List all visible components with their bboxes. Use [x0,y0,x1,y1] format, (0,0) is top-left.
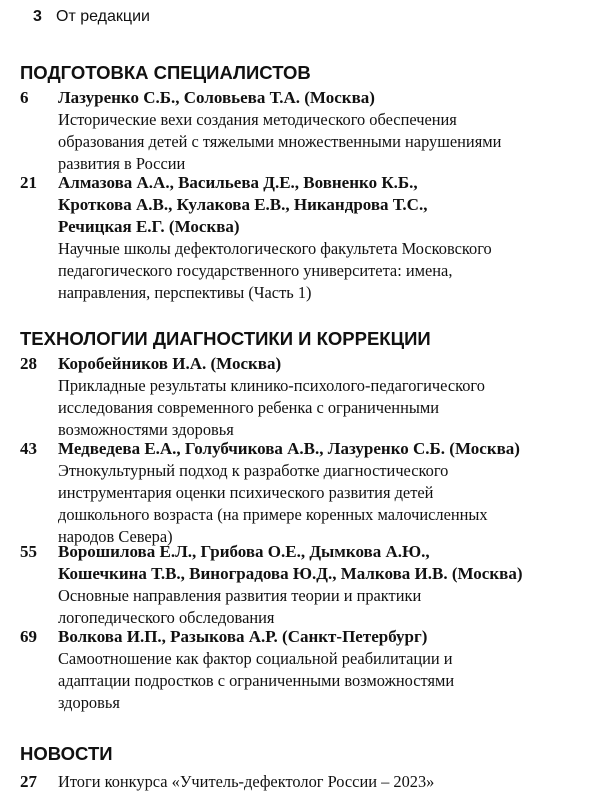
page-number: 27 [20,772,37,791]
entry-content [58,626,598,714]
page-number: 43 [20,439,37,458]
entry-title [58,585,598,629]
title-line: направления, перспективы (Часть 1) [58,283,312,302]
title-line: адаптации подростков с ограниченными возможностями [58,671,455,690]
entry-authors [58,87,598,109]
entry-authors [58,626,598,648]
title-line: Исторические вехи создания методического обеспечения [58,110,457,129]
entry-content [58,87,598,175]
entry-content [58,438,598,548]
entry-title [58,109,598,175]
authors-line: Медведева Е.А., Голубчикова А.В., Лазуренко С.Б. (Москва) [58,439,520,458]
title-line: педагогического государственного университета: имена, [58,261,453,280]
authors-line: Коробейников И.А. (Москва) [58,354,282,373]
page-number: 21 [20,173,37,192]
authors-line: Лазуренко С.Б., Соловьева Т.А. (Москва) [58,88,375,107]
section-heading-news: НОВОСТИ [20,743,113,764]
entry-content [58,172,598,304]
section-heading-training: ПОДГОТОВКА СПЕЦИАЛИСТОВ [20,62,311,83]
authors-line: Кошечкина Т.В., Виноградова Ю.Д., Малкова И.В. (Москва) [58,564,523,583]
entry-content [58,353,598,441]
title-line: исследования современного ребенка с ограниченными [58,398,439,417]
authors-line: Алмазова А.А., Васильева Д.Е., Вовненко К.Б., [58,173,418,192]
entry-authors [58,172,598,238]
title-line: логопедического обследования [58,608,275,627]
title-line: Основные направления развития теории и практики [58,586,422,605]
authors-line: Волкова И.П., Разыкова А.Р. (Санкт-Петербург) [58,627,428,646]
title-line: народов Севера) [58,527,173,546]
page-number: 69 [20,627,37,646]
authors-line: Речицкая Е.Г. (Москва) [58,217,240,236]
page-number: 3 [33,8,42,25]
entry-title [58,460,598,548]
authors-line: Ворошилова Е.Л., Грибова О.Е., Дымкова А.Ю., [58,542,430,561]
entry-title [58,238,598,304]
page-number: 6 [20,88,29,107]
title-line: образования детей с тяжелыми множественными нарушениями [58,132,502,151]
title-line: здоровья [58,693,120,712]
title-line: Прикладные результаты клинико-психолого-педагогического [58,376,485,395]
entry-authors [58,438,598,460]
title-line: инструментария оценки психического развития детей [58,483,434,502]
entry-content [58,541,598,629]
title-line: Этнокультурный подход к разработке диагностического [58,461,449,480]
entry-title [58,648,598,714]
entry-title [58,375,598,441]
page-number: 55 [20,542,37,561]
title-line: развития в России [58,154,186,173]
title-line: возможностями здоровья [58,420,234,439]
authors-line: Кроткова А.В., Кулакова Е.В., Никандрова Т.С., [58,195,428,214]
toc-entry[interactable] [0,771,600,795]
entry-authors [58,353,598,375]
section-heading-diagnostics: ТЕХНОЛОГИИ ДИАГНОСТИКИ И КОРРЕКЦИИ [20,328,431,349]
entry-authors [58,541,598,585]
entry-title: Итоги конкурса «Учитель-дефектолог России – 2023» [58,772,435,791]
page-number: 28 [20,354,37,373]
title-line: дошкольного возраста (на примере коренных малочисленных [58,505,488,524]
intro-entry[interactable] [0,5,600,29]
entry-title: От редакции [56,8,150,25]
title-line: Научные школы дефектологического факультета Московского [58,239,492,258]
title-line: Самоотношение как фактор социальной реабилитации и [58,649,453,668]
